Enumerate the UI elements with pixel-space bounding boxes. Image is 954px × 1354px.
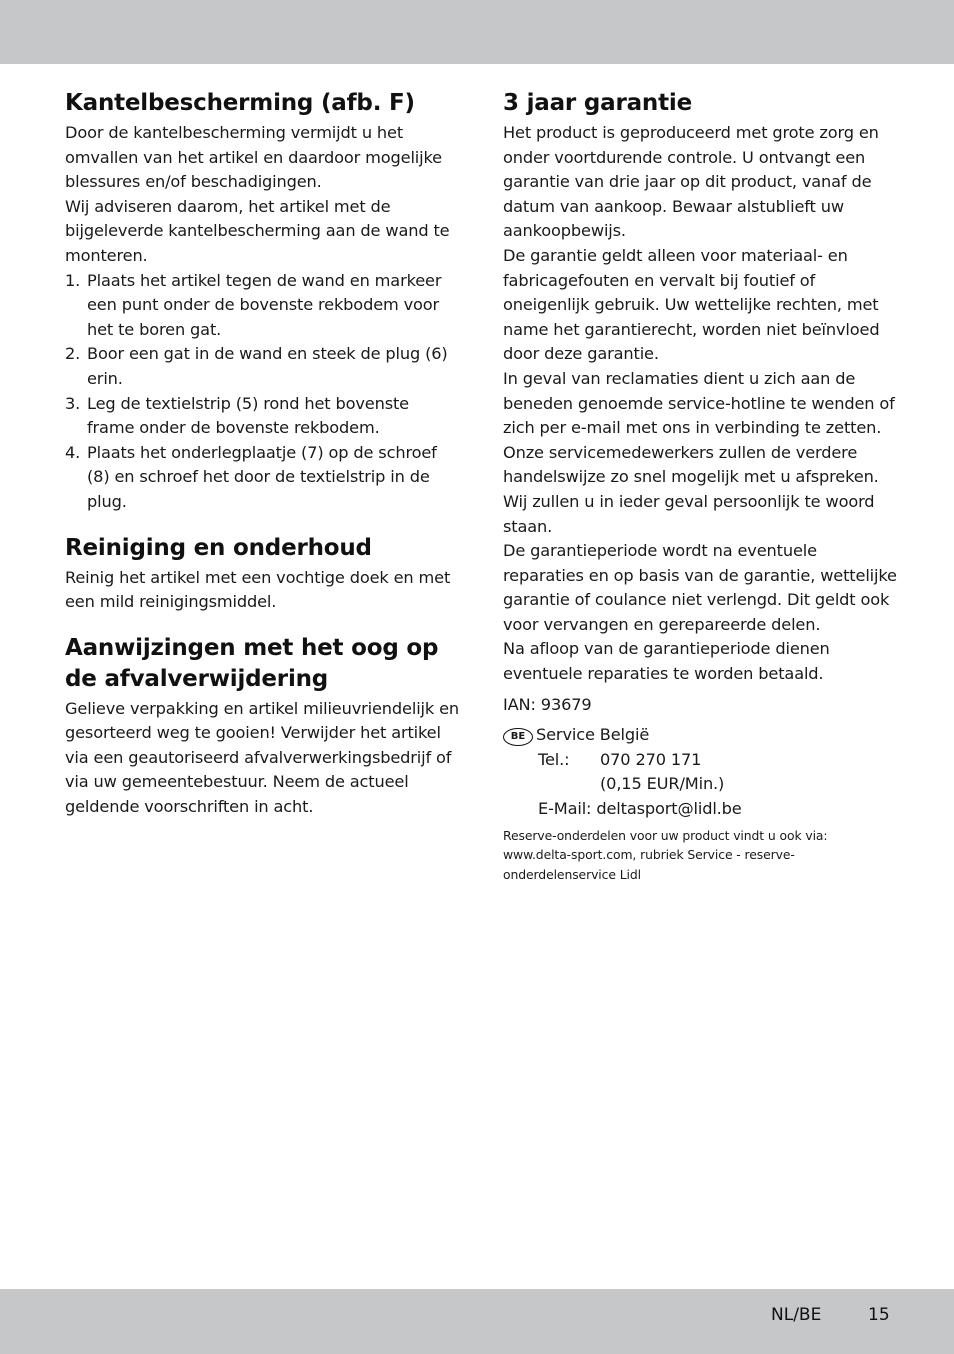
- step-number: 1.: [65, 270, 81, 290]
- belgium-badge-icon: BE: [503, 728, 533, 746]
- phone-number: 070 270 171: [600, 749, 702, 769]
- right-column: [503, 88, 898, 884]
- ian-number: IAN: 93679: [503, 694, 592, 714]
- service-rate: [503, 772, 898, 797]
- list-item: [65, 392, 460, 441]
- list-item: [65, 269, 460, 343]
- list-item: [65, 441, 460, 515]
- warranty-paragraph: In geval van reclamaties dient u zich aan de beneden genoemde service-hotline te wenden of zich per e-mail met ons in verbinding te zetten. Onze servicemedewerkers zullen de verdere handelswijze zo snel mogelijk met u afspreken. Wij zullen u in ieder geval persoonlijk te woord staan.: [503, 368, 895, 536]
- left-column: [65, 88, 460, 820]
- section-title-tilt-protection: Kantelbescherming (afb. F): [65, 90, 415, 116]
- service-block: [503, 723, 898, 821]
- warranty-paragraph: De garantieperiode wordt na eventuele reparaties en op basis van de garantie, wettelijke garantie of coulance niet verlengd. Dit geldt ook voor vervangen en gerepareerde delen.: [503, 541, 897, 634]
- section-title-warranty: 3 jaar garantie: [503, 90, 692, 116]
- tilt-steps-list: [65, 269, 460, 515]
- phone-rate: (0,15 EUR/Min.): [600, 774, 725, 794]
- step-text: Plaats het artikel tegen de wand en markeer een punt onder de bovenste rekbodem voor het te boren gat.: [87, 270, 442, 339]
- tilt-intro-2: Wij adviseren daarom, het artikel met de bijgeleverde kantelbescherming aan de wand te monteren.: [65, 196, 450, 265]
- warranty-paragraph: Het product is geproduceerd met grote zorg en onder voortdurende controle. U ontvangt een garantie van drie jaar op dit product, vanaf de datum van aankoop. Bewaar alstublieft uw aankoopbewijs.: [503, 123, 879, 241]
- service-header: [503, 723, 898, 748]
- service-label: Service België: [536, 725, 650, 745]
- warranty-paragraph: Na afloop van de garantieperiode dienen eventuele reparaties te worden betaald.: [503, 639, 830, 684]
- service-phone: [503, 748, 898, 773]
- step-text: Plaats het onderlegplaatje (7) op de schroef (8) en schroef het door de textielstrip in de plug.: [87, 442, 437, 511]
- phone-label: Tel.:: [538, 749, 570, 769]
- section-title-disposal: Aanwijzingen met het oog op de afvalverwijdering: [65, 634, 439, 692]
- cleaning-text: Reinig het artikel met een vochtige doek en met een mild reinigingsmiddel.: [65, 567, 451, 612]
- step-text: Leg de textielstrip (5) rond het bovenste frame onder de bovenste rekbodem.: [87, 393, 409, 438]
- footer-language: NL/BE: [771, 1305, 822, 1325]
- tilt-intro-1: Door de kantelbescherming vermijdt u het omvallen van het artikel en daardoor mogelijke blessures en/of beschadigingen.: [65, 123, 442, 192]
- spare-parts-note: Reserve-onderdelen voor uw product vindt u ook via: www.delta-sport.com, rubriek Service - reserve-onderdelenservice Lidl: [503, 827, 828, 882]
- section-title-cleaning: Reiniging en onderhoud: [65, 534, 372, 561]
- list-item: [65, 342, 460, 391]
- step-number: 4.: [65, 442, 81, 462]
- warranty-paragraph: De garantie geldt alleen voor materiaal- en fabricagefouten en vervalt bij foutief of oneigenlijk gebruik. Uw wettelijke rechten, met name het garantierecht, worden niet beïnvloed door deze garantie.: [503, 245, 880, 364]
- header-band: [0, 0, 954, 64]
- step-number: 3.: [65, 393, 81, 413]
- service-email: E-Mail: deltasport@lidl.be: [538, 799, 742, 819]
- page-number: 15: [868, 1305, 890, 1325]
- step-text: Boor een gat in de wand en steek de plug (6) erin.: [87, 344, 448, 388]
- step-number: 2.: [65, 344, 81, 364]
- disposal-text: Gelieve verpakking en artikel milieuvriendelijk en gesorteerd weg te gooien! Verwijder het artikel via een geautoriseerd afvalverwerkingsbedrijf of via uw gemeentebestuur. Neem de actueel geldende voorschriften in acht.: [65, 698, 460, 817]
